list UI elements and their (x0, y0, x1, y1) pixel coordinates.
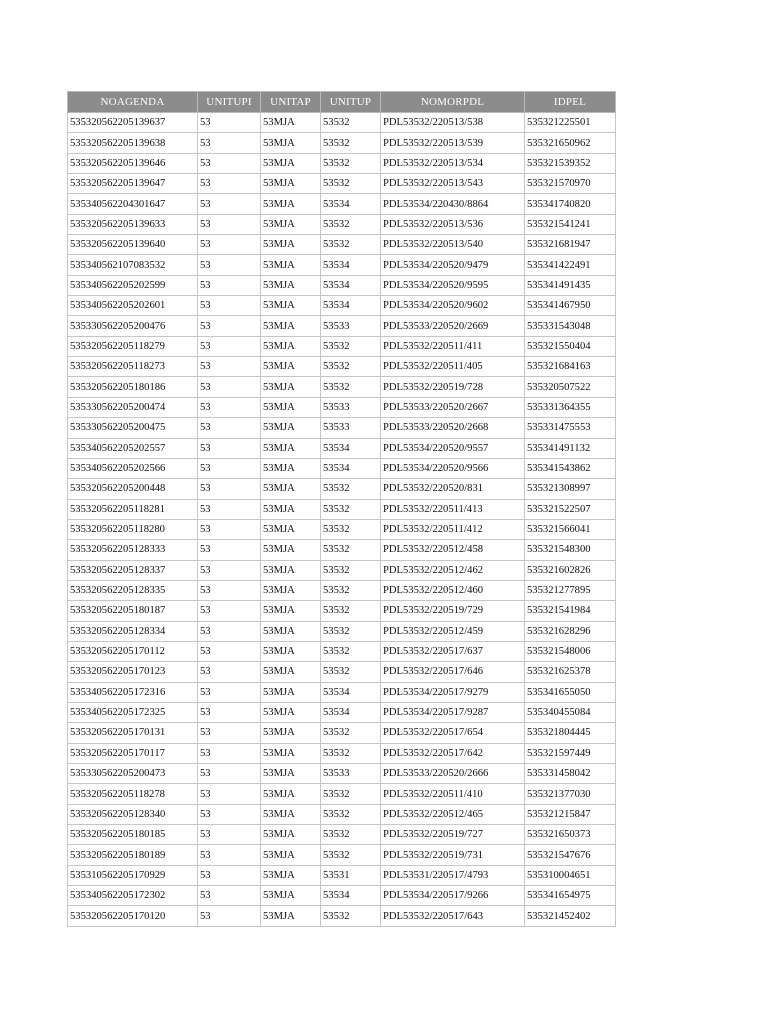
noagenda-cell: 535340562205172325 (68, 702, 198, 722)
nomorpdl-cell: PDL53532/220517/654 (381, 723, 525, 743)
table-row (68, 743, 616, 763)
table-row (68, 702, 616, 722)
noagenda-cell: 535320562205170112 (68, 641, 198, 661)
noagenda-cell: 535320562205128333 (68, 540, 198, 560)
idpel-cell: 535321570970 (525, 174, 616, 194)
noagenda-cell: 535340562205172302 (68, 886, 198, 906)
nomorpdl-cell: PDL53532/220512/458 (381, 540, 525, 560)
unitup-cell: 53532 (321, 499, 381, 519)
unitup-cell: 53532 (321, 601, 381, 621)
unitupi-cell: 53 (198, 560, 261, 580)
unitupi-cell: 53 (198, 255, 261, 275)
unitap-cell: 53MJA (261, 357, 321, 377)
noagenda-cell: 535340562107083532 (68, 255, 198, 275)
unitupi-cell: 53 (198, 723, 261, 743)
noagenda-cell: 535320562205118273 (68, 357, 198, 377)
nomorpdl-cell: PDL53532/220512/465 (381, 804, 525, 824)
nomorpdl-cell: PDL53533/220520/2666 (381, 764, 525, 784)
nomorpdl-cell: PDL53532/220511/413 (381, 499, 525, 519)
noagenda-cell: 535320562205180185 (68, 825, 198, 845)
noagenda-cell: 535320562205118279 (68, 336, 198, 356)
idpel-cell: 535341491435 (525, 275, 616, 295)
table-row (68, 418, 616, 438)
unitupi-cell: 53 (198, 458, 261, 478)
noagenda-cell: 535330562205200474 (68, 397, 198, 417)
nomorpdl-cell: PDL53532/220512/462 (381, 560, 525, 580)
unitap-cell: 53MJA (261, 702, 321, 722)
column-header-unitup: UNITUP (321, 92, 381, 113)
nomorpdl-cell: PDL53532/220513/536 (381, 214, 525, 234)
idpel-cell: 535320507522 (525, 377, 616, 397)
table-row (68, 519, 616, 539)
nomorpdl-cell: PDL53532/220517/643 (381, 906, 525, 926)
nomorpdl-cell: PDL53532/220512/460 (381, 580, 525, 600)
unitup-cell: 53534 (321, 255, 381, 275)
idpel-cell: 535321547676 (525, 845, 616, 865)
idpel-cell: 535321597449 (525, 743, 616, 763)
unitupi-cell: 53 (198, 235, 261, 255)
idpel-cell: 535321277895 (525, 580, 616, 600)
idpel-cell: 535321225501 (525, 113, 616, 133)
unitap-cell: 53MJA (261, 133, 321, 153)
unitap-cell: 53MJA (261, 275, 321, 295)
unitup-cell: 53532 (321, 235, 381, 255)
table-row (68, 662, 616, 682)
noagenda-cell: 535320562205139638 (68, 133, 198, 153)
idpel-cell: 535321550404 (525, 336, 616, 356)
column-header-idpel: IDPEL (525, 92, 616, 113)
unitupi-cell: 53 (198, 906, 261, 926)
nomorpdl-cell: PDL53532/220513/534 (381, 153, 525, 173)
unitap-cell: 53MJA (261, 662, 321, 682)
unitap-cell: 53MJA (261, 458, 321, 478)
idpel-cell: 535321548300 (525, 540, 616, 560)
unitap-cell: 53MJA (261, 723, 321, 743)
idpel-cell: 535341655050 (525, 682, 616, 702)
unitap-cell: 53MJA (261, 580, 321, 600)
idpel-cell: 535331543048 (525, 316, 616, 336)
column-header-unitap: UNITAP (261, 92, 321, 113)
unitupi-cell: 53 (198, 886, 261, 906)
noagenda-cell: 535340562205202566 (68, 458, 198, 478)
nomorpdl-cell: PDL53532/220513/543 (381, 174, 525, 194)
unitap-cell: 53MJA (261, 621, 321, 641)
unitupi-cell: 53 (198, 580, 261, 600)
noagenda-cell: 535320562205170123 (68, 662, 198, 682)
column-header-noagenda: NOAGENDA (68, 92, 198, 113)
nomorpdl-cell: PDL53533/220520/2668 (381, 418, 525, 438)
unitap-cell: 53MJA (261, 845, 321, 865)
unitap-cell: 53MJA (261, 296, 321, 316)
noagenda-cell: 535320562205200448 (68, 479, 198, 499)
nomorpdl-cell: PDL53532/220511/411 (381, 336, 525, 356)
nomorpdl-cell: PDL53532/220517/646 (381, 662, 525, 682)
idpel-cell: 535321650962 (525, 133, 616, 153)
unitap-cell: 53MJA (261, 865, 321, 885)
table-row (68, 682, 616, 702)
table-row (68, 906, 616, 926)
unitap-cell: 53MJA (261, 560, 321, 580)
table-row (68, 194, 616, 214)
unitupi-cell: 53 (198, 601, 261, 621)
unitap-cell: 53MJA (261, 377, 321, 397)
idpel-cell: 535321215847 (525, 804, 616, 824)
unitap-cell: 53MJA (261, 113, 321, 133)
table-row (68, 580, 616, 600)
nomorpdl-cell: PDL53532/220513/539 (381, 133, 525, 153)
unitap-cell: 53MJA (261, 519, 321, 539)
noagenda-cell: 535320562205170117 (68, 743, 198, 763)
table-row (68, 235, 616, 255)
unitap-cell: 53MJA (261, 255, 321, 275)
noagenda-cell: 535310562205170929 (68, 865, 198, 885)
unitup-cell: 53534 (321, 886, 381, 906)
noagenda-cell: 535320562205139646 (68, 153, 198, 173)
unitap-cell: 53MJA (261, 214, 321, 234)
noagenda-cell: 535330562205200476 (68, 316, 198, 336)
nomorpdl-cell: PDL53534/220517/9266 (381, 886, 525, 906)
column-header-unitupi: UNITUPI (198, 92, 261, 113)
nomorpdl-cell: PDL53534/220520/9602 (381, 296, 525, 316)
unitap-cell: 53MJA (261, 804, 321, 824)
unitupi-cell: 53 (198, 296, 261, 316)
unitup-cell: 53532 (321, 804, 381, 824)
noagenda-cell: 535320562205180189 (68, 845, 198, 865)
table-row (68, 174, 616, 194)
unitup-cell: 53533 (321, 764, 381, 784)
nomorpdl-cell: PDL53533/220520/2669 (381, 316, 525, 336)
unitup-cell: 53532 (321, 560, 381, 580)
unitap-cell: 53MJA (261, 418, 321, 438)
idpel-cell: 535331475553 (525, 418, 616, 438)
unitap-cell: 53MJA (261, 194, 321, 214)
noagenda-cell: 535320562205118280 (68, 519, 198, 539)
noagenda-cell: 535320562205128334 (68, 621, 198, 641)
unitupi-cell: 53 (198, 641, 261, 661)
idpel-cell: 535321602826 (525, 560, 616, 580)
table-row (68, 560, 616, 580)
idpel-cell: 535341543862 (525, 458, 616, 478)
noagenda-cell: 535330562205200473 (68, 764, 198, 784)
noagenda-cell: 535320562205180187 (68, 601, 198, 621)
unitap-cell: 53MJA (261, 906, 321, 926)
idpel-cell: 535341654975 (525, 886, 616, 906)
unitap-cell: 53MJA (261, 784, 321, 804)
unitupi-cell: 53 (198, 540, 261, 560)
noagenda-cell: 535320562205170131 (68, 723, 198, 743)
unitupi-cell: 53 (198, 214, 261, 234)
unitupi-cell: 53 (198, 702, 261, 722)
table-row (68, 133, 616, 153)
idpel-cell: 535321308997 (525, 479, 616, 499)
idpel-cell: 535321522507 (525, 499, 616, 519)
unitup-cell: 53532 (321, 784, 381, 804)
idpel-cell: 535321566041 (525, 519, 616, 539)
nomorpdl-cell: PDL53533/220520/2667 (381, 397, 525, 417)
table-row (68, 397, 616, 417)
unitap-cell: 53MJA (261, 641, 321, 661)
idpel-cell: 535340455084 (525, 702, 616, 722)
table-header (68, 92, 616, 113)
unitap-cell: 53MJA (261, 825, 321, 845)
unitupi-cell: 53 (198, 194, 261, 214)
idpel-cell: 535321628296 (525, 621, 616, 641)
unitup-cell: 53532 (321, 540, 381, 560)
nomorpdl-cell: PDL53534/220517/9279 (381, 682, 525, 702)
unitup-cell: 53532 (321, 153, 381, 173)
idpel-cell: 535321625378 (525, 662, 616, 682)
idpel-cell: 535321804445 (525, 723, 616, 743)
noagenda-cell: 535320562205139647 (68, 174, 198, 194)
idpel-cell: 535321681947 (525, 235, 616, 255)
idpel-cell: 535321541241 (525, 214, 616, 234)
noagenda-cell: 535340562205172316 (68, 682, 198, 702)
unitupi-cell: 53 (198, 845, 261, 865)
table-row (68, 764, 616, 784)
unitupi-cell: 53 (198, 153, 261, 173)
unitap-cell: 53MJA (261, 764, 321, 784)
noagenda-cell: 535330562205200475 (68, 418, 198, 438)
unitup-cell: 53532 (321, 621, 381, 641)
noagenda-cell: 535320562205118278 (68, 784, 198, 804)
unitup-cell: 53532 (321, 662, 381, 682)
unitup-cell: 53532 (321, 479, 381, 499)
table-row (68, 845, 616, 865)
noagenda-cell: 535320562205118281 (68, 499, 198, 519)
noagenda-cell: 535320562205139640 (68, 235, 198, 255)
unitup-cell: 53532 (321, 641, 381, 661)
unitupi-cell: 53 (198, 682, 261, 702)
table-row (68, 357, 616, 377)
table-row (68, 458, 616, 478)
table-row (68, 723, 616, 743)
unitup-cell: 53532 (321, 519, 381, 539)
header-row (68, 92, 616, 113)
table-row (68, 275, 616, 295)
noagenda-cell: 535320562205180186 (68, 377, 198, 397)
nomorpdl-cell: PDL53534/220520/9479 (381, 255, 525, 275)
nomorpdl-cell: PDL53532/220519/727 (381, 825, 525, 845)
unitap-cell: 53MJA (261, 397, 321, 417)
unitup-cell: 53532 (321, 580, 381, 600)
table-row (68, 621, 616, 641)
table-row (68, 479, 616, 499)
noagenda-cell: 535320562205170120 (68, 906, 198, 926)
unitupi-cell: 53 (198, 764, 261, 784)
table-row (68, 886, 616, 906)
idpel-cell: 535321539352 (525, 153, 616, 173)
table-row (68, 377, 616, 397)
unitup-cell: 53532 (321, 825, 381, 845)
noagenda-cell: 535320562205128337 (68, 560, 198, 580)
nomorpdl-cell: PDL53532/220520/831 (381, 479, 525, 499)
nomorpdl-cell: PDL53532/220519/731 (381, 845, 525, 865)
noagenda-cell: 535320562205139633 (68, 214, 198, 234)
noagenda-cell: 535340562204301647 (68, 194, 198, 214)
nomorpdl-cell: PDL53532/220512/459 (381, 621, 525, 641)
nomorpdl-cell: PDL53532/220511/410 (381, 784, 525, 804)
unitupi-cell: 53 (198, 418, 261, 438)
unitap-cell: 53MJA (261, 682, 321, 702)
noagenda-cell: 535340562205202599 (68, 275, 198, 295)
idpel-cell: 535341740820 (525, 194, 616, 214)
unitupi-cell: 53 (198, 377, 261, 397)
unitap-cell: 53MJA (261, 540, 321, 560)
noagenda-cell: 535320562205128340 (68, 804, 198, 824)
unitup-cell: 53534 (321, 194, 381, 214)
column-header-nomorpdl: NOMORPDL (381, 92, 525, 113)
table-row (68, 804, 616, 824)
table-row (68, 214, 616, 234)
unitupi-cell: 53 (198, 621, 261, 641)
noagenda-cell: 535320562205139637 (68, 113, 198, 133)
idpel-cell: 535321541984 (525, 601, 616, 621)
nomorpdl-cell: PDL53531/220517/4793 (381, 865, 525, 885)
unitupi-cell: 53 (198, 519, 261, 539)
unitap-cell: 53MJA (261, 438, 321, 458)
unitap-cell: 53MJA (261, 601, 321, 621)
idpel-cell: 535321684163 (525, 357, 616, 377)
table-row (68, 438, 616, 458)
unitupi-cell: 53 (198, 275, 261, 295)
unitap-cell: 53MJA (261, 153, 321, 173)
nomorpdl-cell: PDL53532/220517/642 (381, 743, 525, 763)
table-row (68, 641, 616, 661)
unitap-cell: 53MJA (261, 336, 321, 356)
unitupi-cell: 53 (198, 499, 261, 519)
nomorpdl-cell: PDL53534/220517/9287 (381, 702, 525, 722)
unitup-cell: 53532 (321, 174, 381, 194)
unitupi-cell: 53 (198, 336, 261, 356)
unitupi-cell: 53 (198, 133, 261, 153)
unitupi-cell: 53 (198, 438, 261, 458)
idpel-cell: 535341422491 (525, 255, 616, 275)
table-row (68, 296, 616, 316)
table-row (68, 825, 616, 845)
table-row (68, 316, 616, 336)
unitupi-cell: 53 (198, 479, 261, 499)
unitup-cell: 53534 (321, 682, 381, 702)
idpel-cell: 535331364355 (525, 397, 616, 417)
nomorpdl-cell: PDL53532/220513/540 (381, 235, 525, 255)
unitup-cell: 53534 (321, 275, 381, 295)
nomorpdl-cell: PDL53532/220511/412 (381, 519, 525, 539)
unitup-cell: 53532 (321, 214, 381, 234)
unitup-cell: 53532 (321, 336, 381, 356)
unitap-cell: 53MJA (261, 174, 321, 194)
unitup-cell: 53532 (321, 113, 381, 133)
nomorpdl-cell: PDL53532/220517/637 (381, 641, 525, 661)
nomorpdl-cell: PDL53534/220520/9595 (381, 275, 525, 295)
unitup-cell: 53532 (321, 743, 381, 763)
idpel-cell: 535321377030 (525, 784, 616, 804)
unitupi-cell: 53 (198, 174, 261, 194)
unitup-cell: 53534 (321, 458, 381, 478)
table-row (68, 336, 616, 356)
unitup-cell: 53534 (321, 702, 381, 722)
unitupi-cell: 53 (198, 357, 261, 377)
unitap-cell: 53MJA (261, 479, 321, 499)
unitup-cell: 53534 (321, 438, 381, 458)
table-row (68, 113, 616, 133)
unitupi-cell: 53 (198, 662, 261, 682)
idpel-cell: 535321650373 (525, 825, 616, 845)
unitap-cell: 53MJA (261, 316, 321, 336)
table-row (68, 540, 616, 560)
table-body (68, 113, 616, 927)
unitap-cell: 53MJA (261, 235, 321, 255)
unitap-cell: 53MJA (261, 886, 321, 906)
unitupi-cell: 53 (198, 784, 261, 804)
idpel-cell: 535341491132 (525, 438, 616, 458)
table-row (68, 153, 616, 173)
unitup-cell: 53532 (321, 845, 381, 865)
idpel-cell: 535331458042 (525, 764, 616, 784)
unitup-cell: 53531 (321, 865, 381, 885)
unitup-cell: 53532 (321, 133, 381, 153)
unitupi-cell: 53 (198, 397, 261, 417)
nomorpdl-cell: PDL53532/220511/405 (381, 357, 525, 377)
table-row (68, 499, 616, 519)
unitupi-cell: 53 (198, 825, 261, 845)
unitap-cell: 53MJA (261, 499, 321, 519)
table-row (68, 865, 616, 885)
nomorpdl-cell: PDL53534/220520/9566 (381, 458, 525, 478)
unitup-cell: 53532 (321, 377, 381, 397)
nomorpdl-cell: PDL53532/220519/728 (381, 377, 525, 397)
unitupi-cell: 53 (198, 865, 261, 885)
unitupi-cell: 53 (198, 743, 261, 763)
noagenda-cell: 535320562205128335 (68, 580, 198, 600)
unitupi-cell: 53 (198, 316, 261, 336)
unitap-cell: 53MJA (261, 743, 321, 763)
idpel-cell: 535321548006 (525, 641, 616, 661)
table-row (68, 601, 616, 621)
unitup-cell: 53532 (321, 906, 381, 926)
data-table (67, 91, 616, 927)
unitup-cell: 53532 (321, 357, 381, 377)
unitupi-cell: 53 (198, 804, 261, 824)
idpel-cell: 535310004651 (525, 865, 616, 885)
table-row (68, 784, 616, 804)
nomorpdl-cell: PDL53534/220430/8864 (381, 194, 525, 214)
unitup-cell: 53533 (321, 316, 381, 336)
document-page (67, 91, 615, 927)
unitup-cell: 53533 (321, 397, 381, 417)
noagenda-cell: 535340562205202557 (68, 438, 198, 458)
unitupi-cell: 53 (198, 113, 261, 133)
unitup-cell: 53534 (321, 296, 381, 316)
idpel-cell: 535321452402 (525, 906, 616, 926)
nomorpdl-cell: PDL53532/220519/729 (381, 601, 525, 621)
unitup-cell: 53532 (321, 723, 381, 743)
unitup-cell: 53533 (321, 418, 381, 438)
idpel-cell: 535341467950 (525, 296, 616, 316)
nomorpdl-cell: PDL53532/220513/538 (381, 113, 525, 133)
nomorpdl-cell: PDL53534/220520/9557 (381, 438, 525, 458)
noagenda-cell: 535340562205202601 (68, 296, 198, 316)
table-row (68, 255, 616, 275)
